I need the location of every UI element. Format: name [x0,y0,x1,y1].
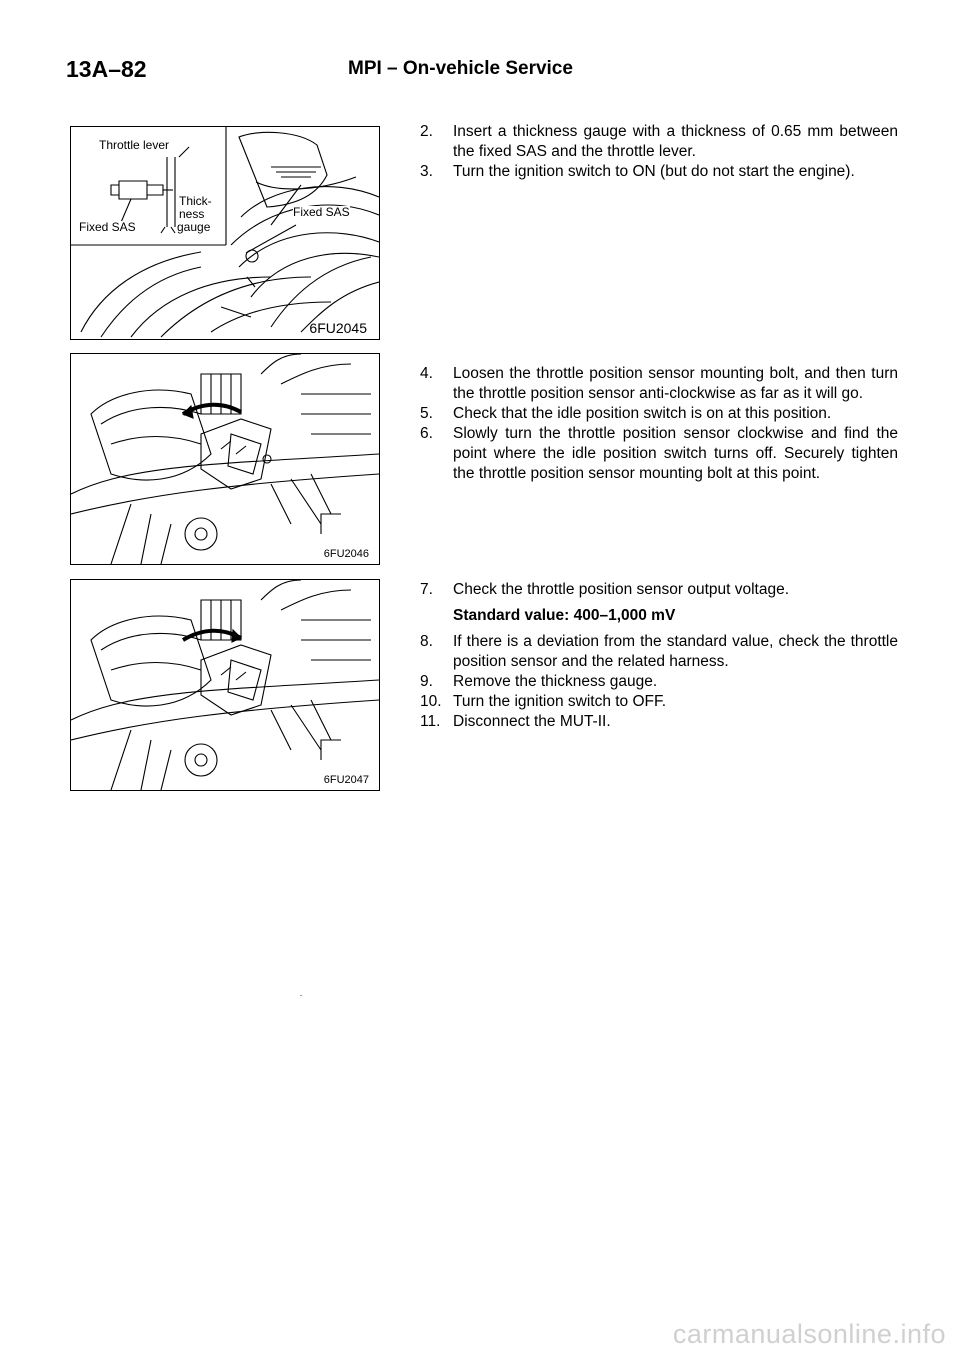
figure-code: 6FU2045 [309,320,367,336]
step-text: Insert a thickness gauge with a thickness of 0.65 mm between the fixed SAS and the throttle lever. [453,123,898,160]
label-fixed-sas-right: Fixed SAS [293,205,350,219]
step-number: 3. [420,163,433,180]
step-item [420,364,898,404]
figure-code: 6FU2046 [323,548,369,560]
step-text: Check that the idle position switch is on at this position. [453,405,832,422]
step-number: 5. [420,405,433,422]
steps-group-b [420,364,898,484]
step-text: If there is a deviation from the standard value, check the throttle position sensor and the related harness. [453,633,898,670]
step-number: 6. [420,425,433,442]
page-title: MPI – On-vehicle Service [348,58,573,79]
page-number: 13A–82 [66,56,147,82]
step-text: Remove the thickness gauge. [453,673,658,690]
scan-dot [300,995,302,996]
watermark: carmanualsonline.info [672,1319,946,1349]
step-number: 8. [420,633,433,650]
figure-code: 6FU2047 [323,774,369,786]
step-item [420,692,898,712]
step-item [420,424,898,484]
figure-throttle-lever-gauge [70,126,380,340]
step-item [420,162,898,182]
step-item [420,632,898,672]
step-item [420,580,898,600]
step-text: Turn the ignition switch to ON (but do not start the engine). [453,163,855,180]
label-thickness-gauge-line1: Thick- [179,194,212,208]
step-number: 11. [420,713,441,730]
step-number: 2. [420,123,433,140]
figure-sensor-clockwise [70,579,380,791]
steps-group-a [420,122,898,182]
step-number: 4. [420,365,433,382]
step-number: 9. [420,673,433,690]
step-text: Slowly turn the throttle position sensor clockwise and find the point where the idle position switch turns off. Securely tighten the throttle position sensor mounting bolt at this point. [453,425,898,482]
step-text: Loosen the throttle position sensor mounting bolt, and then turn the throttle position sensor anti-clockwise as far as it will go. [453,365,898,402]
step-text: Disconnect the MUT-II. [453,713,611,730]
step-item [420,404,898,424]
step-number: 7. [420,581,433,598]
label-thickness-gauge-line3: gauge [177,220,211,234]
step-item [420,122,898,162]
steps-group-c [420,580,898,732]
step-text: Turn the ignition switch to OFF. [453,693,667,710]
step-item [420,712,898,732]
label-fixed-sas-left: Fixed SAS [79,220,136,234]
step-item [420,672,898,692]
step-text: Check the throttle position sensor output voltage. [453,581,790,598]
label-thickness-gauge-line2: ness [179,207,205,221]
figure-sensor-anticlockwise [70,353,380,565]
standard-value: Standard value: 400–1,000 mV [453,607,676,624]
label-throttle-lever: Throttle lever [99,138,170,152]
step-number: 10. [420,693,442,710]
